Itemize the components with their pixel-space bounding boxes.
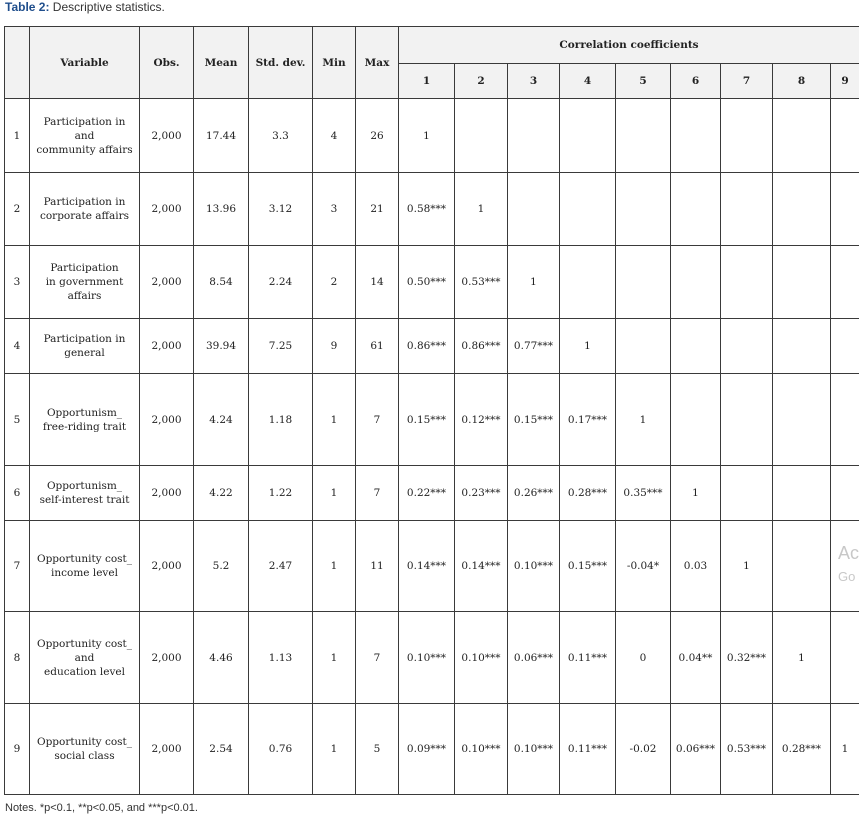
max-cell: 5 <box>356 704 399 795</box>
mean-cell: 4.24 <box>194 374 249 466</box>
std-cell: 7.25 <box>249 319 313 374</box>
variable-cell <box>30 319 140 374</box>
max-cell: 21 <box>356 173 399 246</box>
corr-cell: 0.12*** <box>455 374 508 466</box>
header-min: Min <box>313 27 356 99</box>
max-cell: 7 <box>356 466 399 521</box>
corr-cell: 1 <box>671 466 721 521</box>
variable-line: Opportunity cost_ <box>36 637 133 650</box>
table-row <box>5 612 859 704</box>
corr-cell: 0.06*** <box>508 612 560 704</box>
corr-cell: 0.03 <box>671 521 721 612</box>
corr-cell: 0.50*** <box>399 246 455 319</box>
corr-cell <box>831 521 859 612</box>
variable-line: income level <box>51 567 118 579</box>
corr-cell <box>831 173 859 246</box>
std-cell: 2.47 <box>249 521 313 612</box>
corr-cell: 0.35*** <box>616 466 671 521</box>
variable-line: and <box>74 651 95 664</box>
min-cell: 1 <box>313 704 356 795</box>
corr-cell <box>721 466 773 521</box>
corr-cell <box>831 99 859 173</box>
table-row <box>5 319 859 374</box>
variable-cell <box>30 704 140 795</box>
obs-cell: 2,000 <box>140 521 194 612</box>
corr-cell <box>560 246 616 319</box>
row-num: 3 <box>5 246 30 319</box>
variable-cell <box>30 374 140 466</box>
header-mean: Mean <box>194 27 249 99</box>
header-std: Std. dev. <box>249 27 313 99</box>
obs-cell: 2,000 <box>140 319 194 374</box>
corr-cell: 0.86*** <box>399 319 455 374</box>
corr-cell <box>773 319 831 374</box>
header-corr-col: 1 <box>399 64 455 99</box>
max-cell: 7 <box>356 374 399 466</box>
corr-cell <box>773 246 831 319</box>
variable-line: Opportunism_ <box>46 480 123 492</box>
mean-cell: 13.96 <box>194 173 249 246</box>
row-num: 1 <box>5 99 30 173</box>
mean-cell: 17.44 <box>194 99 249 173</box>
obs-cell: 2,000 <box>140 374 194 466</box>
corr-cell <box>721 319 773 374</box>
corr-cell: 1 <box>399 99 455 173</box>
row-num: 6 <box>5 466 30 521</box>
corr-cell <box>616 99 671 173</box>
corr-cell: 0.14*** <box>455 521 508 612</box>
corr-cell: 0.32*** <box>721 612 773 704</box>
obs-cell: 2,000 <box>140 173 194 246</box>
corr-cell <box>721 99 773 173</box>
header-corr-col: 2 <box>455 64 508 99</box>
corr-cell: 1 <box>508 246 560 319</box>
watermark-line-1: Ac <box>838 543 859 563</box>
corr-cell <box>616 246 671 319</box>
corr-cell: 1 <box>560 319 616 374</box>
corr-cell <box>773 521 831 612</box>
corr-cell <box>508 99 560 173</box>
row-num: 9 <box>5 704 30 795</box>
obs-cell: 2,000 <box>140 99 194 173</box>
min-cell: 2 <box>313 246 356 319</box>
corr-cell: 0.10*** <box>399 612 455 704</box>
corr-cell: 0.11*** <box>560 704 616 795</box>
corr-cell: 0.26*** <box>508 466 560 521</box>
corr-cell: 0.04** <box>671 612 721 704</box>
min-cell: 4 <box>313 99 356 173</box>
table-caption <box>5 0 165 14</box>
obs-cell: 2,000 <box>140 704 194 795</box>
min-cell: 1 <box>313 521 356 612</box>
corr-cell <box>560 173 616 246</box>
corr-cell: 0.77*** <box>508 319 560 374</box>
mean-cell: 5.2 <box>194 521 249 612</box>
variable-line: in government <box>45 276 124 288</box>
table-row <box>5 704 859 795</box>
corr-cell <box>831 319 859 374</box>
header-variable: Variable <box>30 27 140 99</box>
corr-cell: 0.10*** <box>455 704 508 795</box>
variable-line: social class <box>54 750 115 762</box>
corr-cell <box>773 466 831 521</box>
corr-cell: -0.04* <box>616 521 671 612</box>
corr-cell <box>773 374 831 466</box>
variable-line: Participation in <box>43 115 126 128</box>
max-cell: 7 <box>356 612 399 704</box>
max-cell: 11 <box>356 521 399 612</box>
min-cell: 1 <box>313 466 356 521</box>
corr-cell: 0.53*** <box>721 704 773 795</box>
mean-cell: 2.54 <box>194 704 249 795</box>
min-cell: 3 <box>313 173 356 246</box>
row-num: 2 <box>5 173 30 246</box>
table-notes: Notes. *p<0.1, **p<0.05, and ***p<0.01. <box>5 802 198 814</box>
corr-cell <box>455 99 508 173</box>
table-row <box>5 466 859 521</box>
corr-cell <box>616 173 671 246</box>
corr-cell <box>831 612 859 704</box>
corr-cell <box>671 246 721 319</box>
corr-cell: 0 <box>616 612 671 704</box>
corr-cell: 0.86*** <box>455 319 508 374</box>
corr-cell <box>671 319 721 374</box>
descriptive-statistics-table <box>4 26 859 795</box>
corr-cell: 0.11*** <box>560 612 616 704</box>
variable-cell <box>30 99 140 173</box>
corr-cell: 0.15*** <box>399 374 455 466</box>
variable-cell <box>30 521 140 612</box>
variable-cell <box>30 612 140 704</box>
corr-cell <box>560 99 616 173</box>
std-cell: 3.3 <box>249 99 313 173</box>
corr-cell: -0.02 <box>616 704 671 795</box>
variable-cell <box>30 173 140 246</box>
corr-cell: 0.10*** <box>455 612 508 704</box>
corr-cell <box>831 374 859 466</box>
row-num: 8 <box>5 612 30 704</box>
variable-cell <box>30 246 140 319</box>
obs-cell: 2,000 <box>140 466 194 521</box>
corr-cell: 1 <box>616 374 671 466</box>
table-row <box>5 374 859 466</box>
header-corr-col: 4 <box>560 64 616 99</box>
header-correlation: Correlation coefficients <box>399 27 859 64</box>
corr-cell: 1 <box>831 704 859 795</box>
corr-cell: 0.15*** <box>508 374 560 466</box>
mean-cell: 4.22 <box>194 466 249 521</box>
table-row <box>5 99 859 173</box>
variable-line: Opportunism_ <box>46 406 123 419</box>
corr-cell <box>773 99 831 173</box>
caption-text: Descriptive statistics. <box>49 0 165 14</box>
variable-line: and <box>74 129 95 142</box>
min-cell: 1 <box>313 612 356 704</box>
corr-cell <box>671 99 721 173</box>
std-cell: 0.76 <box>249 704 313 795</box>
header-corr-col: 3 <box>508 64 560 99</box>
mean-cell: 8.54 <box>194 246 249 319</box>
variable-line: Opportunity cost_ <box>36 736 133 748</box>
row-num: 4 <box>5 319 30 374</box>
mean-cell: 4.46 <box>194 612 249 704</box>
std-cell: 3.12 <box>249 173 313 246</box>
corr-cell <box>721 173 773 246</box>
variable-line: free-riding trait <box>42 420 127 433</box>
corr-cell <box>773 173 831 246</box>
corr-cell: 1 <box>455 173 508 246</box>
table-row <box>5 246 859 319</box>
watermark-line-2: Go <box>838 569 856 584</box>
corr-cell: 0.28*** <box>773 704 831 795</box>
header-num <box>5 27 30 99</box>
max-cell: 61 <box>356 319 399 374</box>
variable-line: Participation in <box>43 333 126 345</box>
corr-cell: 0.22*** <box>399 466 455 521</box>
variable-line: general <box>64 347 105 359</box>
corr-cell <box>671 374 721 466</box>
variable-line: Opportunity cost_ <box>36 553 133 565</box>
variable-line: education level <box>44 665 125 678</box>
header-corr-col: 8 <box>773 64 831 99</box>
min-cell: 1 <box>313 374 356 466</box>
corr-cell: 1 <box>773 612 831 704</box>
corr-cell: 0.23*** <box>455 466 508 521</box>
std-cell: 2.24 <box>249 246 313 319</box>
header-corr-col: 5 <box>616 64 671 99</box>
corr-cell <box>831 246 859 319</box>
variable-line: community affairs <box>36 143 133 156</box>
corr-cell <box>508 173 560 246</box>
header-max: Max <box>356 27 399 99</box>
row-num: 7 <box>5 521 30 612</box>
corr-cell <box>671 173 721 246</box>
mean-cell: 39.94 <box>194 319 249 374</box>
table-row <box>5 173 859 246</box>
row-num: 5 <box>5 374 30 466</box>
variable-cell <box>30 466 140 521</box>
corr-cell: 0.15*** <box>560 521 616 612</box>
corr-cell: 0.53*** <box>455 246 508 319</box>
variable-line: corporate affairs <box>39 210 130 222</box>
corr-cell: 0.28*** <box>560 466 616 521</box>
corr-cell: 0.17*** <box>560 374 616 466</box>
max-cell: 14 <box>356 246 399 319</box>
std-cell: 1.13 <box>249 612 313 704</box>
std-cell: 1.22 <box>249 466 313 521</box>
variable-line: Participation in <box>43 196 126 208</box>
corr-cell: 0.06*** <box>671 704 721 795</box>
corr-cell: 0.09*** <box>399 704 455 795</box>
table-row <box>5 521 859 612</box>
caption-label: Table 2: <box>5 0 50 14</box>
corr-cell: 0.58*** <box>399 173 455 246</box>
corr-cell <box>831 466 859 521</box>
corr-cell <box>721 246 773 319</box>
variable-line: affairs <box>67 290 102 302</box>
corr-cell <box>616 319 671 374</box>
min-cell: 9 <box>313 319 356 374</box>
corr-cell <box>721 374 773 466</box>
corr-cell: 0.10*** <box>508 521 560 612</box>
header-corr-col: 6 <box>671 64 721 99</box>
header-corr-col: 9 <box>831 64 859 99</box>
obs-cell: 2,000 <box>140 612 194 704</box>
corr-cell: 0.10*** <box>508 704 560 795</box>
variable-line: Participation <box>50 262 119 274</box>
max-cell: 26 <box>356 99 399 173</box>
obs-cell: 2,000 <box>140 246 194 319</box>
std-cell: 1.18 <box>249 374 313 466</box>
corr-cell: 0.14*** <box>399 521 455 612</box>
corr-cell: 1 <box>721 521 773 612</box>
header-corr-col: 7 <box>721 64 773 99</box>
variable-line: self-interest trait <box>39 494 130 506</box>
header-obs: Obs. <box>140 27 194 99</box>
